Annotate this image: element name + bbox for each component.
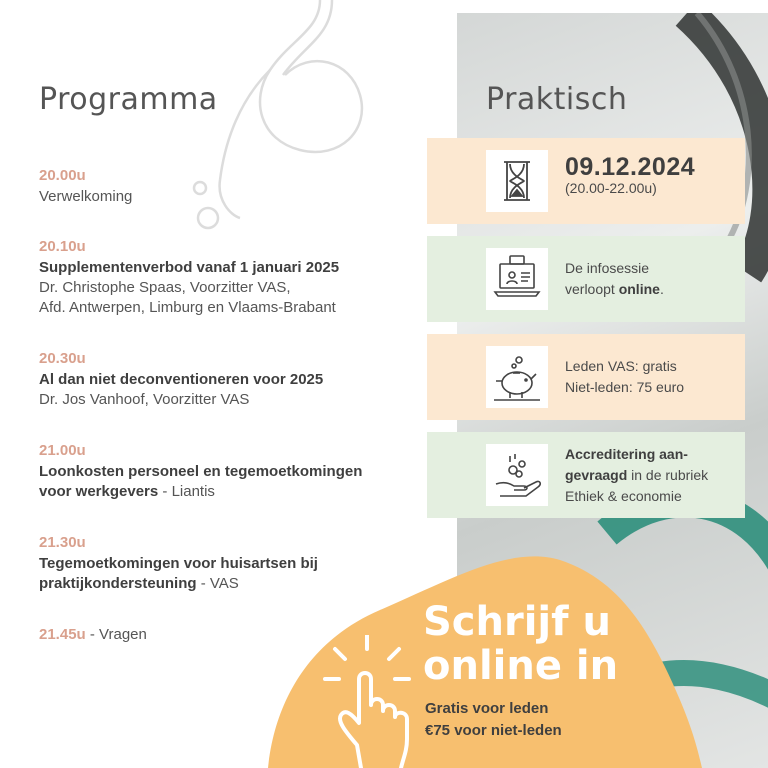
program-time: 21.45u — [39, 626, 86, 643]
event-time: (20.00-22.00u) — [565, 180, 657, 196]
praktisch-title: Praktisch — [486, 82, 628, 117]
program-topic: praktijkondersteuning — [39, 575, 197, 592]
program-time: 20.30u — [39, 350, 86, 367]
program-topic: voor werkgevers — [39, 483, 159, 500]
program-time: 20.10u — [39, 238, 86, 255]
online-emphasis: online — [618, 281, 660, 297]
cta-price-members: Gratis voor leden — [425, 700, 549, 717]
price-nonmembers: Niet-leden: 75 euro — [565, 379, 685, 395]
program-topic: Loonkosten personeel en tegemoetkomingen — [39, 463, 363, 480]
cta-line1[interactable]: Schrijf u — [423, 599, 611, 645]
program-text: - Vragen — [85, 626, 147, 643]
program-speaker: Dr. Christophe Spaas, Voorzitter VAS, — [39, 279, 291, 296]
programma-title: Programma — [39, 82, 218, 117]
program-speaker: Dr. Jos Vanhoof, Voorzitter VAS — [39, 391, 250, 408]
accreditation-line2: in de rubriek — [627, 467, 709, 483]
hand-click-icon[interactable] — [315, 635, 425, 768]
program-topic: Al dan niet deconventioneren voor 2025 — [39, 371, 324, 388]
program-speaker: - Liantis — [158, 483, 215, 500]
program-time: 20.00u — [39, 167, 86, 184]
event-date: 09.12.2024 — [565, 153, 696, 181]
cta-line2[interactable]: online in — [423, 643, 619, 689]
program-text: Verwelkoming — [39, 188, 133, 205]
accreditation-line1: Accreditering aan- — [565, 446, 688, 462]
online-punct: . — [659, 281, 664, 297]
program-topic: Supplementenverbod vanaf 1 januari 2025 — [39, 259, 340, 276]
program-time: 21.00u — [39, 442, 86, 459]
program-topic: Tegemoetkomingen voor huisartsen bij — [39, 555, 318, 572]
program-time: 21.30u — [39, 534, 86, 551]
program-speaker: Afd. Antwerpen, Limburg en Vlaams-Brabant — [39, 299, 336, 316]
accreditation-line3: Ethiek & economie — [565, 488, 682, 504]
price-members: Leden VAS: gratis — [565, 358, 677, 374]
online-line2: verloopt — [565, 281, 619, 297]
cta-price-nonmembers: €75 voor niet-leden — [425, 722, 562, 739]
program-speaker: - VAS — [196, 575, 239, 592]
cta-pricing — [425, 698, 562, 742]
cta-heading[interactable] — [423, 600, 618, 688]
accreditation-emphasis: gevraagd — [565, 467, 628, 483]
online-line1: De infosessie — [565, 260, 650, 276]
